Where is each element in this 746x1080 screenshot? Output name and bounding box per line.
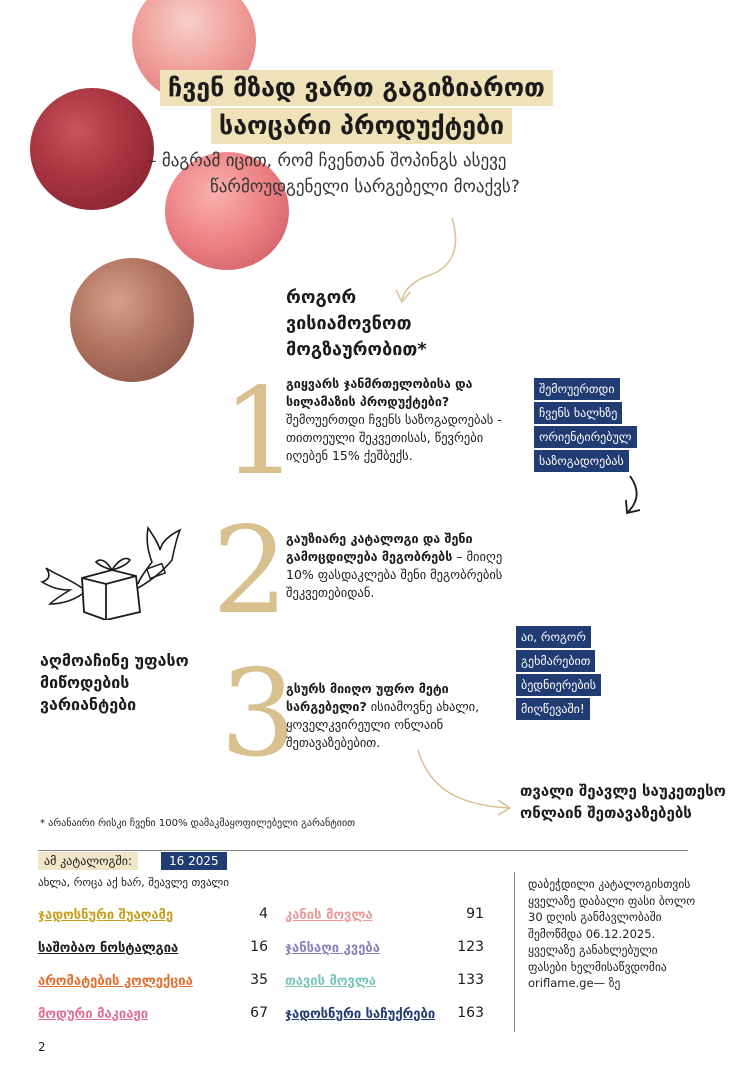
step-1-text [286,375,516,465]
journey-question: როგორ ვისიამოვნოთ მოგზაურობით* [286,287,427,360]
arrow-to-tags [628,476,637,512]
toc-item-label[interactable]: ჯადოსნური შუაღამე [38,908,174,923]
guarantee-footnote: * არანაირი რისკი ჩვენი 100% დამაკმაყოფილებელი გარანტიით [40,818,356,829]
headline-line-1: ჩვენ მზად ვართ გაგიზიაროთ [160,70,553,106]
sharing-tag: გეხმარებით [516,650,595,672]
step-1-body: შემოუერთდი ჩვენს საზოგადოებას - თითოეული შეკვეთისას, წევრები იღებენ 15% ქეშბექს. [286,412,502,463]
catalog-code-badge: 16 2025 [161,852,227,870]
toc-item-page: 67 [250,1005,268,1021]
community-tag: ჩვენს ხალხზე [534,402,622,424]
step-3-body: ისიამოვნე ახალი, ყოველკვირეული ონლაინ შეთავაზებებით. [286,699,480,750]
step-3-bold: გსურს მიიღო უფრო მეტი სარგებელი? [286,681,449,714]
page-number: 2 [38,1040,46,1054]
flying-gift-icon [40,520,190,620]
toc-item-label[interactable]: საშობაო ნოსტალგია [38,941,179,956]
toc-item-page: 16 [250,939,268,955]
community-tag: შემოუერთდი [534,378,620,400]
toc-item-label[interactable]: მოდური მაკიაჟი [38,1007,149,1022]
subheadline-line-1: – მაგრამ იცით, რომ ჩვენთან შოპინგს ასევე [148,151,507,171]
sharing-tag: მიღწევაში! [516,698,590,720]
step-number-1: 1 [222,363,299,502]
online-offers-heading: თვალი შეავლე საუკეთესო ონლაინ შეთავაზებებს [520,782,726,822]
step-number-2: 2 [212,502,289,641]
step-2-body: – მიიღე 10% ფასდაკლება შენი მეგობრების შეკვეთებიდან. [286,549,503,600]
community-tag: ორიენტირებულ [534,426,637,448]
toc-item-page: 123 [457,939,484,955]
price-note: დაბეჭდილი კატალოგისთვის ყველაზე დაბალი ფასი ბოლო 30 დღის განმავლობაში შემოწმდა 06.12.2025. ყველაზე განახლებული ფასები ხელმისაწვდომია oriflame.ge— ზე [528,877,696,990]
sharing-tag: აი, როგორ [516,626,591,648]
catalog-label: ამ კატალოგში: [38,852,138,870]
free-delivery-heading: აღმოაჩინე უფასო მიწოდების ვარიანტები [40,651,189,714]
toc-item-label[interactable]: თავის მოვლა [285,974,377,989]
step-2-text [286,530,516,602]
toc-item-page: 4 [259,906,268,922]
toc-item-page: 133 [457,972,484,988]
toc-item-page: 163 [457,1005,484,1021]
toc-item-label[interactable]: ჯანსაღი კვება [285,941,380,956]
toc-item-page: 35 [250,972,268,988]
headline-line-2: საოცარი პროდუქტები [211,108,512,144]
toc-item-page: 91 [466,906,484,922]
step-3-text [286,680,516,752]
toc-item-label[interactable]: ჯადოსნური საჩუქრები [285,1007,436,1022]
community-tag: საზოგადოებას [534,450,629,472]
toc-item-label[interactable]: არომატების კოლექცია [38,974,193,989]
sharing-tag: ბედნიერების [516,674,601,696]
step-number-3: 3 [220,645,297,784]
catalog-tagline: ახლა, როცა აქ ხარ, შეავლე თვალი [38,876,229,889]
arrow-to-offers [418,750,508,808]
column-divider [514,872,515,1032]
toc-item-label[interactable]: კანის მოვლა [285,908,373,923]
step-2-bold: გაუზიარე კატალოგი და შენი გამოცდილება მეგობრებს [286,531,473,564]
step-1-bold: გიყვარს ჯანმრთელობისა და სილამაზის პროდუქტები? [286,376,473,409]
subheadline-line-2: წარმოუდგენელი სარგებელი მოაქვს? [210,177,520,197]
divider [38,850,688,851]
